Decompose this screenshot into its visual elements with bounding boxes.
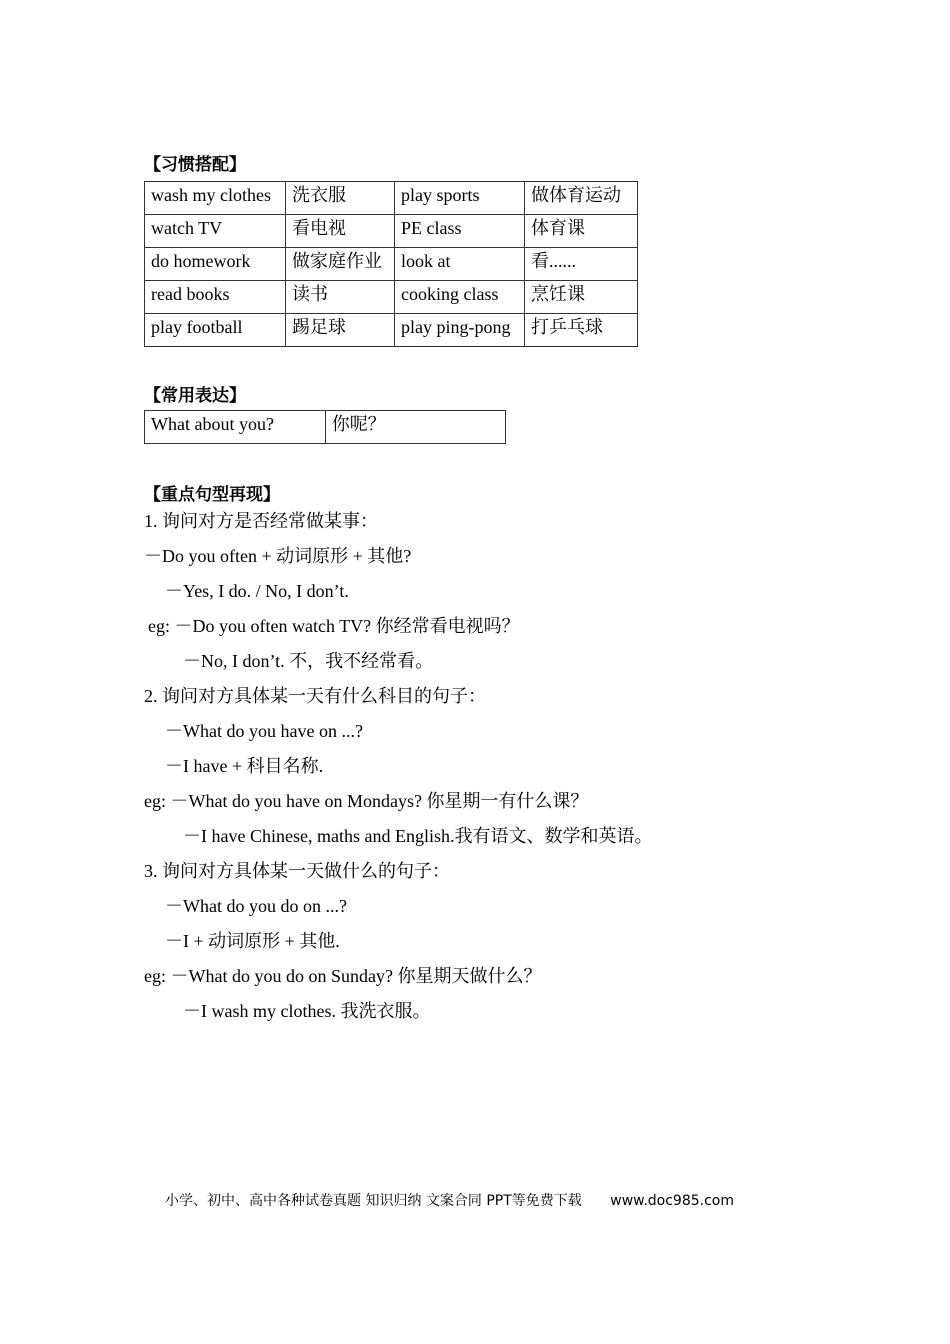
- table-cell: 你呢？: [325, 411, 505, 444]
- sentence-line: －I have + 科目名称.: [165, 756, 324, 776]
- table-cell: cooking class: [395, 281, 525, 314]
- footer: [165, 1190, 734, 1210]
- sentence-line: －Yes, I do. / No, I don’t.: [165, 581, 349, 601]
- section-title-key-sentences: 【重点句型再现】: [144, 485, 280, 505]
- table-cell: What about you?: [145, 411, 326, 444]
- table-cell: watch TV: [145, 215, 286, 248]
- table-cell: PE class: [395, 215, 525, 248]
- sentence-line: －No, I don’t. 不，我不经常看。: [183, 651, 434, 671]
- sentence-line: eg: －What do you do on Sunday? 你星期天做什么？: [144, 966, 542, 986]
- section-title-collocations: 【习惯搭配】: [144, 155, 246, 175]
- table-cell: 做体育运动: [525, 182, 638, 215]
- table-cell: do homework: [145, 248, 286, 281]
- table-cell: look at: [395, 248, 525, 281]
- table-cell: 看......: [525, 248, 638, 281]
- table-cell: play sports: [395, 182, 525, 215]
- table-cell: 体育课: [525, 215, 638, 248]
- sentence-line: 2. 询问对方具体某一天有什么科目的句子：: [144, 686, 486, 706]
- sentence-line: eg: －Do you often watch TV? 你经常看电视吗？: [148, 616, 520, 636]
- table-cell: 看电视: [286, 215, 395, 248]
- table-row: [145, 248, 638, 281]
- table-row: [145, 182, 638, 215]
- table-row: [145, 281, 638, 314]
- table-cell: play football: [145, 314, 286, 347]
- sentence-line: 3. 询问对方具体某一天做什么的句子：: [144, 861, 450, 881]
- sentence-line: －What do you have on ...?: [165, 721, 363, 741]
- expressions-table: [144, 410, 506, 444]
- sentence-line: －Do you often + 动词原形 + 其他?: [144, 546, 412, 566]
- table-cell: 洗衣服: [286, 182, 395, 215]
- table-row: [145, 411, 506, 444]
- table-cell: 烹饪课: [525, 281, 638, 314]
- sentence-line: eg: －What do you have on Mondays? 你星期一有什么课？: [144, 791, 589, 811]
- sentence-line: －I have Chinese, maths and English.我有语文、数学和英语。: [183, 826, 653, 846]
- collocations-table: [144, 181, 638, 347]
- sentence-line: －What do you do on ...?: [165, 896, 347, 916]
- table-cell: play ping-pong: [395, 314, 525, 347]
- sentence-line: 1. 询问对方是否经常做某事：: [144, 511, 378, 531]
- footer-url[interactable]: www.doc985.com: [610, 1193, 734, 1209]
- table-cell: 做家庭作业: [286, 248, 395, 281]
- table-cell: 读书: [286, 281, 395, 314]
- section-title-expressions: 【常用表达】: [144, 386, 246, 406]
- table-cell: 打乒乓球: [525, 314, 638, 347]
- table-row: [145, 215, 638, 248]
- table-cell: 踢足球: [286, 314, 395, 347]
- table-cell: read books: [145, 281, 286, 314]
- table-row: [145, 314, 638, 347]
- footer-text: 小学、初中、高中各种试卷真题 知识归纳 文案合同 PPT等免费下载: [165, 1193, 582, 1209]
- table-cell: wash my clothes: [145, 182, 286, 215]
- sentence-line: －I + 动词原形 + 其他.: [165, 931, 340, 951]
- sentence-line: －I wash my clothes. 我洗衣服。: [183, 1001, 431, 1021]
